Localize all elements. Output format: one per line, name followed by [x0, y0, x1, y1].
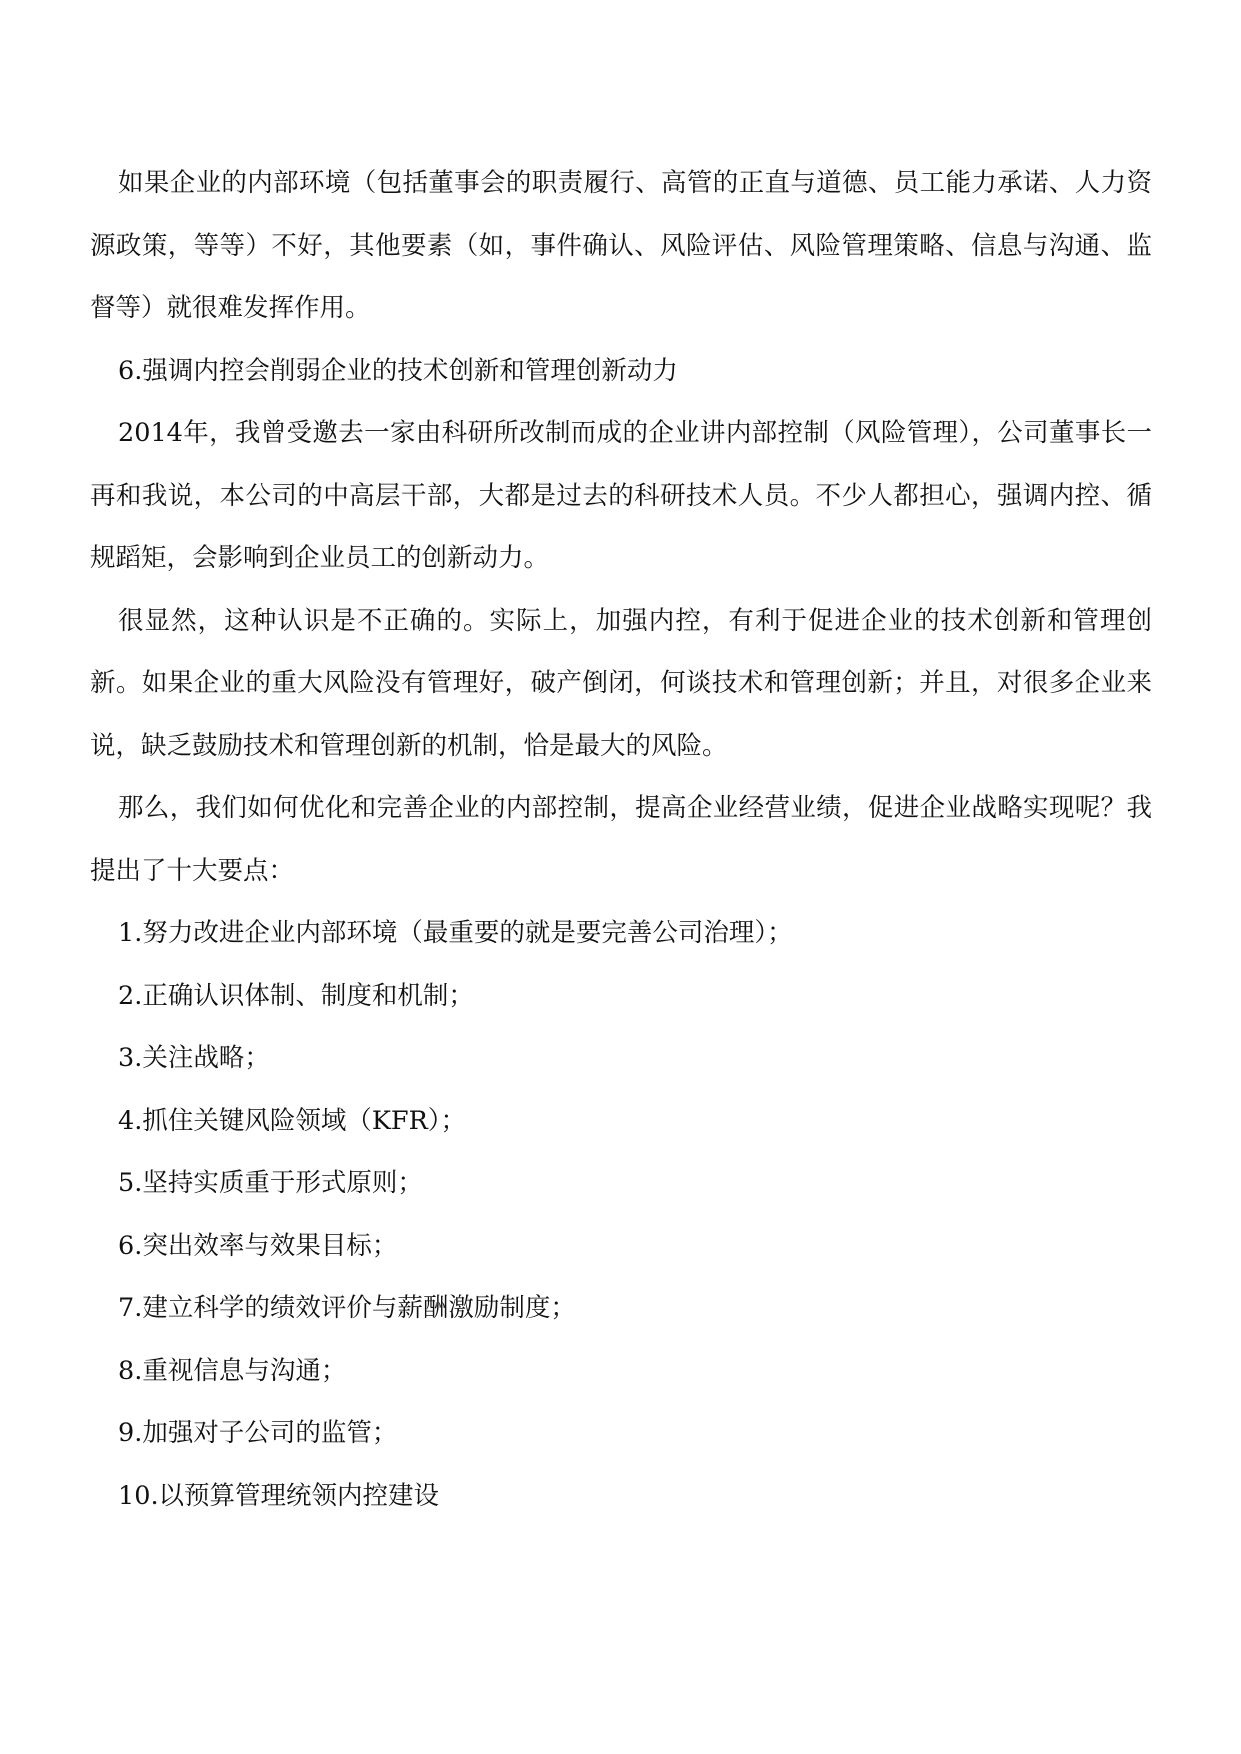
list-item: 8.重视信息与沟通；: [118, 1355, 347, 1386]
paragraph-ten-points-intro: 那么，我们如何优化和完善企业的内部控制，提高企业经营业绩，促进企业战略实现呢？我提出了十大要点：: [90, 793, 1152, 886]
list-item: 9.加强对子公司的监管；: [118, 1418, 398, 1448]
list-item: 4.抓住关键风险领域（KFR）；: [118, 1105, 467, 1136]
key-points-list: [90, 902, 1152, 1527]
list-item: 1.努力改进企业内部环境（最重要的就是要完善公司治理）；: [118, 918, 793, 948]
list-item: 6.突出效率与效果目标；: [118, 1230, 398, 1261]
paragraph-2014-case: 2014年，我曾受邀去一家由科研所改制而成的企业讲内部控制（风险管理），公司董事长一再和我说，本公司的中高层干部，大都是过去的科研技术人员。不少人都担心，强调内控、循规蹈矩，会影响到企业员工的创新动力。: [90, 418, 1152, 573]
list-item: 10.以预算管理统领内控建设: [118, 1480, 440, 1511]
list-item: 7.建立科学的绩效评价与薪酬激励制度；: [118, 1293, 576, 1323]
paragraph-rebuttal: 很显然，这种认识是不正确的。实际上，加强内控，有利于促进企业的技术创新和管理创新。如果企业的重大风险没有管理好，破产倒闭，何谈技术和管理创新；并且，对很多企业来说，缺乏鼓励技术和管理创新的机制，恰是最大的风险。: [90, 605, 1152, 761]
list-item: 5.坚持实质重于形式原则；: [118, 1168, 423, 1198]
section-heading-innovation: 6.强调内控会削弱企业的技术创新和管理创新动力: [118, 355, 678, 386]
list-item: 3.关注战略；: [118, 1043, 270, 1073]
paragraph-internal-environment: 如果企业的内部环境（包括董事会的职责履行、高管的正直与道德、员工能力承诺、人力资源政策，等等）不好，其他要素（如，事件确认、风险评估、风险管理策略、信息与沟通、监督等）就很难发挥作用。: [90, 168, 1152, 323]
list-item: 2.正确认识体制、制度和机制；: [118, 980, 474, 1011]
document-body: [90, 152, 1152, 1527]
